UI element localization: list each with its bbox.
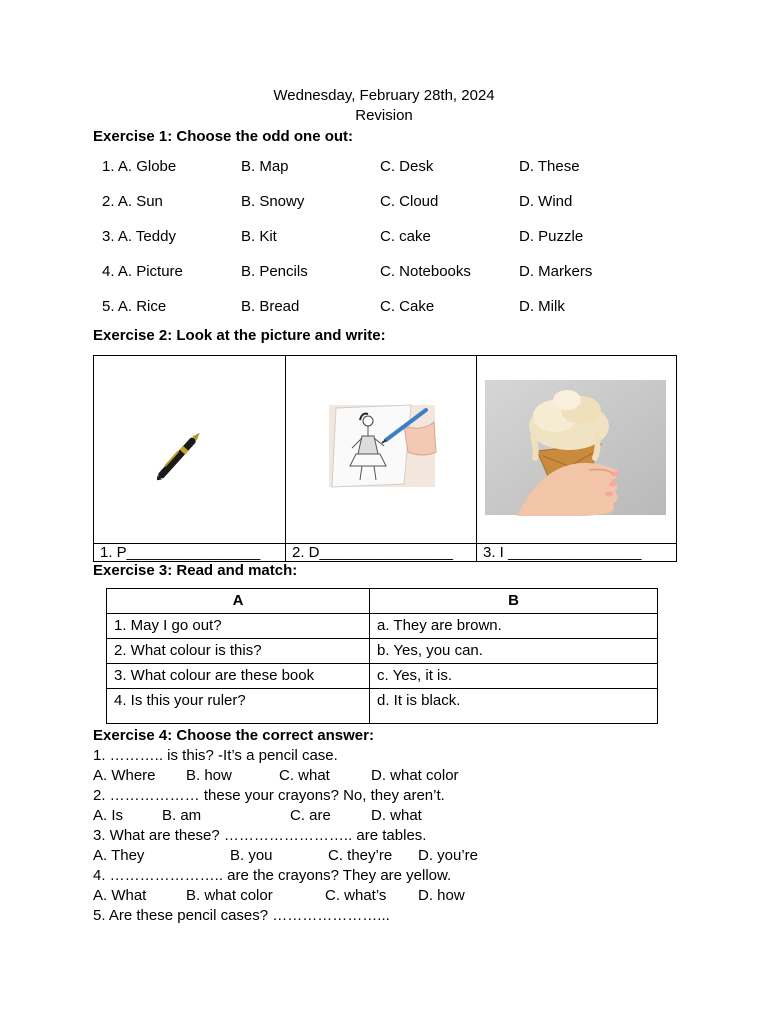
answer-options (93, 886, 693, 906)
question-cell: 3. What colour are these book (107, 664, 370, 689)
option-c: C. what (279, 767, 330, 784)
option-d: D. you’re (418, 847, 479, 864)
exercise4-section (93, 726, 693, 926)
option-b: B. Kit (241, 228, 277, 245)
question-text: 4. ………………….. are the crayons? They are yellow. (93, 867, 452, 884)
option-a: 3. A. Teddy (102, 228, 176, 245)
match-row (107, 639, 658, 664)
option-b: B. you (230, 847, 273, 864)
option-c: C. Desk (380, 158, 434, 175)
question-text: 2. ……………… these your crayons? No, they aren’t. (93, 787, 445, 804)
option-b: B. Pencils (241, 263, 308, 280)
option-d: D. Puzzle (519, 228, 584, 245)
option-a: A. Where (93, 767, 156, 784)
option-a: 2. A. Sun (102, 193, 163, 210)
option-c: C. cake (380, 228, 431, 245)
option-a: 5. A. Rice (102, 298, 167, 315)
answer-cell: b. Yes, you can. (370, 639, 658, 664)
match-row (107, 664, 658, 689)
revision-subtitle: Revision (355, 107, 413, 124)
question-text: 1. ……….. is this? -It’s a pencil case. (93, 747, 338, 764)
picture-label: 1. P________________ (94, 544, 286, 562)
picture-cell (94, 356, 286, 544)
match-table (106, 588, 658, 724)
ice-cream-image (477, 356, 676, 543)
exercise1-title: Exercise 1: Choose the odd one out: (93, 128, 354, 145)
exercise1-row (102, 297, 722, 317)
picture-table (93, 355, 677, 562)
option-a: A. What (93, 887, 147, 904)
match-row (107, 689, 658, 724)
option-d: D. how (418, 887, 465, 904)
option-c: C. what’s (325, 887, 387, 904)
answer-cell: a. They are brown. (370, 614, 658, 639)
column-b-header: B (370, 589, 658, 614)
option-c: C. Notebooks (380, 263, 471, 280)
option-d: D. what color (371, 767, 459, 784)
option-c: C. are (290, 807, 331, 824)
exercise3-title: Exercise 3: Read and match: (93, 562, 298, 579)
question-text: 5. Are these pencil cases? …………………... (93, 907, 390, 924)
option-a: A. Is (93, 807, 124, 824)
option-b: B. Bread (241, 298, 300, 315)
picture-cell (286, 356, 477, 544)
option-b: B. Map (241, 158, 289, 175)
option-c: C. Cloud (380, 193, 439, 210)
answer-options (93, 846, 693, 866)
question-text: 3. What are these? …………………….. are tables. (93, 827, 427, 844)
date-heading: Wednesday, February 28th, 2024 (273, 87, 495, 104)
option-b: B. how (186, 767, 232, 784)
option-a: 4. A. Picture (102, 263, 183, 280)
question-cell: 2. What colour is this? (107, 639, 370, 664)
exercise1-row (102, 192, 722, 212)
option-d: D. Markers (519, 263, 593, 280)
drawing-image (286, 356, 476, 543)
option-d: D. These (519, 158, 580, 175)
option-b: B. am (162, 807, 202, 824)
option-d: D. what (371, 807, 422, 824)
question-cell: 4. Is this your ruler? (107, 689, 370, 724)
exercise1-row (102, 262, 722, 282)
picture-label: 2. D________________ (286, 544, 477, 562)
option-b: B. what color (186, 887, 273, 904)
answer-options (93, 806, 693, 826)
option-c: C. they’re (328, 847, 393, 864)
exercise4-title: Exercise 4: Choose the correct answer: (93, 727, 374, 744)
answer-cell: c. Yes, it is. (370, 664, 658, 689)
option-b: B. Snowy (241, 193, 305, 210)
picture-label: 3. I ________________ (477, 544, 677, 562)
exercise1-row (102, 157, 722, 177)
question-cell: 1. May I go out? (107, 614, 370, 639)
option-c: C. Cake (380, 298, 435, 315)
option-d: D. Milk (519, 298, 565, 315)
picture-cell (477, 356, 677, 544)
exercise1-row (102, 227, 722, 247)
answer-options (93, 766, 693, 786)
option-d: D. Wind (519, 193, 573, 210)
option-a: A. They (93, 847, 145, 864)
answer-cell: d. It is black. (370, 689, 658, 724)
option-a: 1. A. Globe (102, 158, 177, 175)
pen-image (94, 356, 285, 543)
column-a-header: A (107, 589, 370, 614)
match-row (107, 614, 658, 639)
exercise2-title: Exercise 2: Look at the picture and write: (93, 327, 386, 344)
